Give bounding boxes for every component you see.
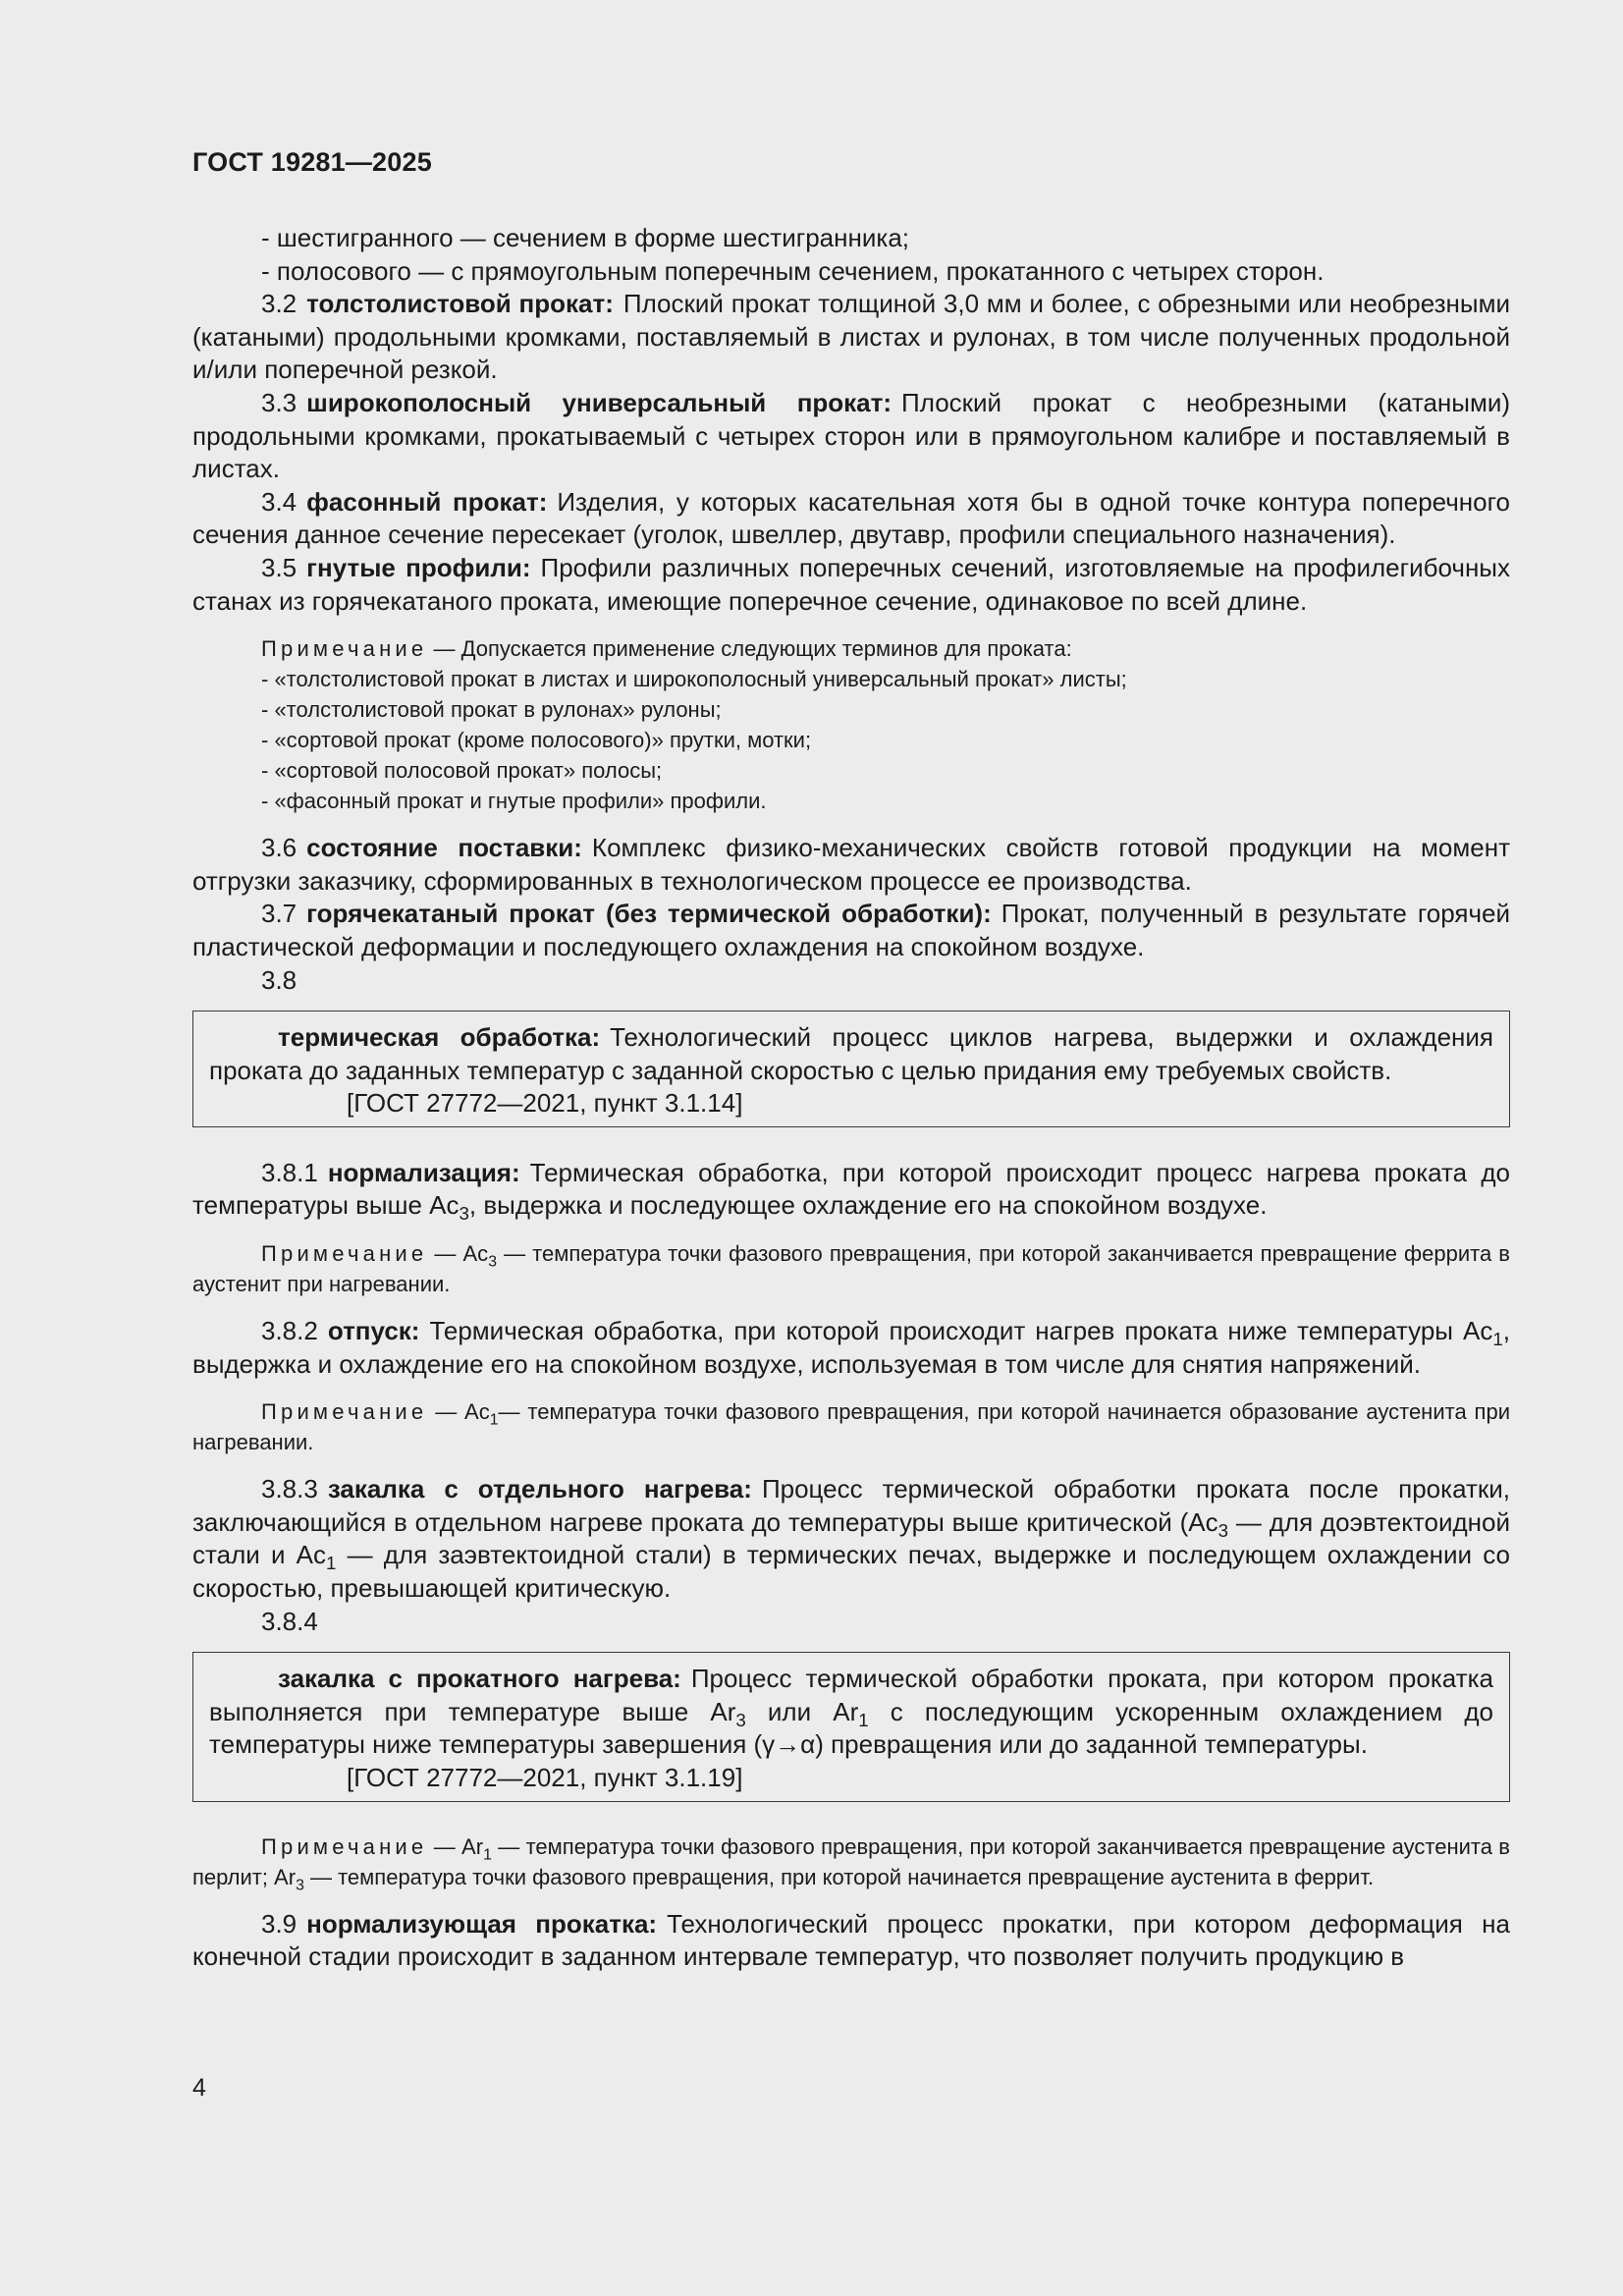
list-item: - полосового — с прямоугольным поперечным сечением, прокатанного с четырех сторон. [261, 255, 1325, 286]
definition-text: Технологический процесс прокатки, при котором деформация на конечной стадии происходит в заданном интервале температур, что позволяет получить продукцию в [192, 1908, 1510, 1972]
note-label: Примечание [261, 1399, 428, 1425]
page-content [192, 222, 1510, 1974]
term: гнутые профили: [306, 552, 531, 582]
definition-text: Прокат, полученный в результате горячей пластической деформации и последующего охлаждения на спокойном воздухе. [192, 899, 1510, 961]
subscript: 3 [459, 1203, 469, 1225]
definition-text: Плоский прокат с необрезными (катаными) продольными кромками, прокатываемый с четырех сторон или в прямоугольном калибре и поставляемый в листах. [192, 387, 1511, 484]
note-item: - «сортовой прокат (кроме полосового)» прутки, мотки; [261, 728, 812, 753]
note-label: Примечание [261, 1241, 428, 1267]
note-label: Примечание [261, 1833, 428, 1859]
definition-text: Изделия, у которых касательная хотя бы в одной точке контура поперечного сечения данное сечение пересекает (уголок, швеллер, двутавр, профили специального назначения). [192, 486, 1510, 550]
definition-3-6 [192, 832, 1510, 898]
term: нормализующая прокатка: [306, 1908, 658, 1939]
definition-3-8-1 [192, 1157, 1510, 1223]
note-text: Примечание — $Ar_1$ — температура точки фазового превращения, при которой заканчивается превращение аустенита в перлит; $Ar_3$ — температура точки фазового превращения, при которой начинается превращение аустенита в феррит. [192, 1833, 1510, 1893]
note-ar [192, 1831, 1510, 1892]
clause-number: 3.8.3 [261, 1474, 318, 1504]
clause-number: 3.8.2 [261, 1316, 318, 1346]
subscript: 3 [296, 1876, 304, 1893]
note-text: Примечание — $Ас_1—$ температура точки фазового превращения, при которой начинается образование аустенита при нагревании. [192, 1399, 1510, 1455]
definition-3-8-3: 3.8.3 закалка с отдельного нагрева: Процесс термической обработки проката после прокатки, заключающийся в отдельном нагреве проката до температуры выше критической ($Ас_3$ — для доэвтектоидной стали и $Ас_1$ — для заэвтектоидной стали) в термических печах, выдержке и последующем охлаждении со скоростью, превышающей критическую. [192, 1474, 1510, 1604]
subscript: 1 [858, 1710, 869, 1730]
note-terms [192, 633, 1510, 816]
term: нормализация: [327, 1157, 520, 1187]
clause-number: 3.5 [261, 552, 298, 582]
definition-text: Процесс термической обработки проката, при котором прокатка выполняется при температуре выше Ar [209, 1664, 1493, 1726]
definition-3-2 [192, 288, 1510, 387]
note-item: - «фасонный прокат и гнутые профили» профили. [261, 789, 767, 814]
note-ac1 [192, 1396, 1510, 1457]
definition-text: , выдержка и охлаждение его на спокойном воздухе, используемая в том числе для снятия напряжений. [192, 1316, 1510, 1379]
term: состояние поставки: [306, 833, 582, 863]
term: широкополосный универсальный прокат: [306, 387, 893, 417]
clause-number: 3.2 [261, 289, 298, 319]
note-text: — Допускается применение следующих терминов для проката: [427, 636, 1072, 662]
note-text: Примечание — $Ас_3$ — температура точки фазового превращения, при которой заканчивается превращение феррита в аустенит при нагревании. [192, 1241, 1510, 1297]
clause-number: 3.3 [261, 387, 298, 417]
source-reference: [ГОСТ 27772—2021, пункт 3.1.19] [347, 1763, 743, 1792]
term: отпуск: [327, 1316, 420, 1346]
definition-3-7 [192, 898, 1510, 963]
quoted-definition-box [192, 1652, 1510, 1801]
definition-text: Плоский прокат толщиной 3,0 мм и более, с обрезными или необрезными (катаными) продольными кромками, поставляемый в листах и рулонах, в том числе полученных продольной и/или поперечной резкой. [192, 289, 1510, 385]
term: термическая обработка: [278, 1022, 601, 1053]
list-item: - шестигранного — сечением в форме шестигранника; [261, 223, 910, 252]
clause-number: 3.6 [261, 833, 298, 863]
definition-text: Процесс термической обработки проката после прокатки, заключающийся в отдельном нагреве проката до температуры выше критической (Ас [192, 1474, 1510, 1537]
note-label: Примечание [261, 636, 428, 662]
definition-3-8-2 [192, 1315, 1510, 1381]
definition-3-9 [192, 1908, 1510, 1974]
definition-text: Профили различных поперечных сечений, изготовляемые на профилегибочных станах из горячекатаного проката, имеющие поперечное сечение, одинаковое по всей длине. [192, 552, 1510, 616]
note-item: - «толстолистовой прокат в листах и широкополосный универсальный прокат» листы; [261, 667, 1127, 692]
subscript: 1 [1492, 1329, 1503, 1350]
definition-text: Технологический процесс циклов нагрева, выдержки и охлаждения проката до заданных температур с заданной скоростью с целью придания ему требуемых свойств. [209, 1022, 1493, 1085]
page-number: 4 [192, 2074, 206, 2102]
term: закалка с отдельного нагрева: [327, 1474, 752, 1504]
clause-number: 3.4 [261, 486, 298, 517]
clause-number: 3.9 [261, 1908, 298, 1939]
definition-text: Комплекс физико-механических свойств готовой продукции на момент отгрузки заказчику, сформированных в технологическом процессе ее производства. [192, 833, 1510, 896]
quoted-definition-box [192, 1011, 1510, 1127]
definition-3-8 [209, 1021, 1493, 1087]
note-heading [192, 633, 1510, 664]
note-item: - «толстолистовой прокат в рулонах» рулоны; [261, 697, 722, 723]
definition-3-8-4: закалка с прокатного нагрева: Процесс термической обработки проката, при котором прокатка выполняется при температуре выше $Ar_3$ или $Ar_1$ с последующим ускоренным охлаждением до температуры ниже температуры завершения (γ→α) превращения или до заданной температуры. [209, 1664, 1493, 1760]
definition-text: Термическая обработка, при которой происходит нагрев проката ниже температуры Ас [429, 1316, 1493, 1346]
term: фасонный прокат: [306, 486, 548, 517]
subscript: 3 [735, 1710, 746, 1730]
note-ac3 [192, 1238, 1510, 1299]
source-reference: [ГОСТ 27772—2021, пункт 3.1.14] [347, 1088, 743, 1119]
term: горячекатаный прокат (без термической обработки): [306, 899, 992, 929]
term: закалка с прокатного нагрева: [278, 1664, 681, 1694]
definition-text: , выдержка и последующее охлаждение его на спокойном воздухе. [468, 1190, 1268, 1221]
note-item: - «сортовой полосовой прокат» полосы; [261, 758, 663, 784]
definition-3-3 [192, 387, 1510, 486]
subscript: 3 [1217, 1520, 1229, 1542]
definition-3-5 [192, 552, 1510, 618]
term: толстолистовой прокат: [306, 289, 614, 319]
clause-number-3-8-4: 3.8.4 [261, 1606, 318, 1636]
clause-number: 3.8.1 [261, 1157, 318, 1187]
definition-text: Термическая обработка, при которой происходит процесс нагрева проката до температуры выше Ас [192, 1157, 1510, 1221]
clause-number: 3.7 [261, 899, 298, 929]
definition-3-4 [192, 486, 1510, 552]
page-header: ГОСТ 19281—2025 [192, 147, 432, 177]
clause-number-3-8: 3.8 [261, 964, 298, 995]
subscript: 1 [483, 1845, 492, 1863]
subscript: 3 [488, 1253, 497, 1271]
subscript: 1 [489, 1411, 499, 1429]
subscript: 1 [326, 1553, 337, 1574]
